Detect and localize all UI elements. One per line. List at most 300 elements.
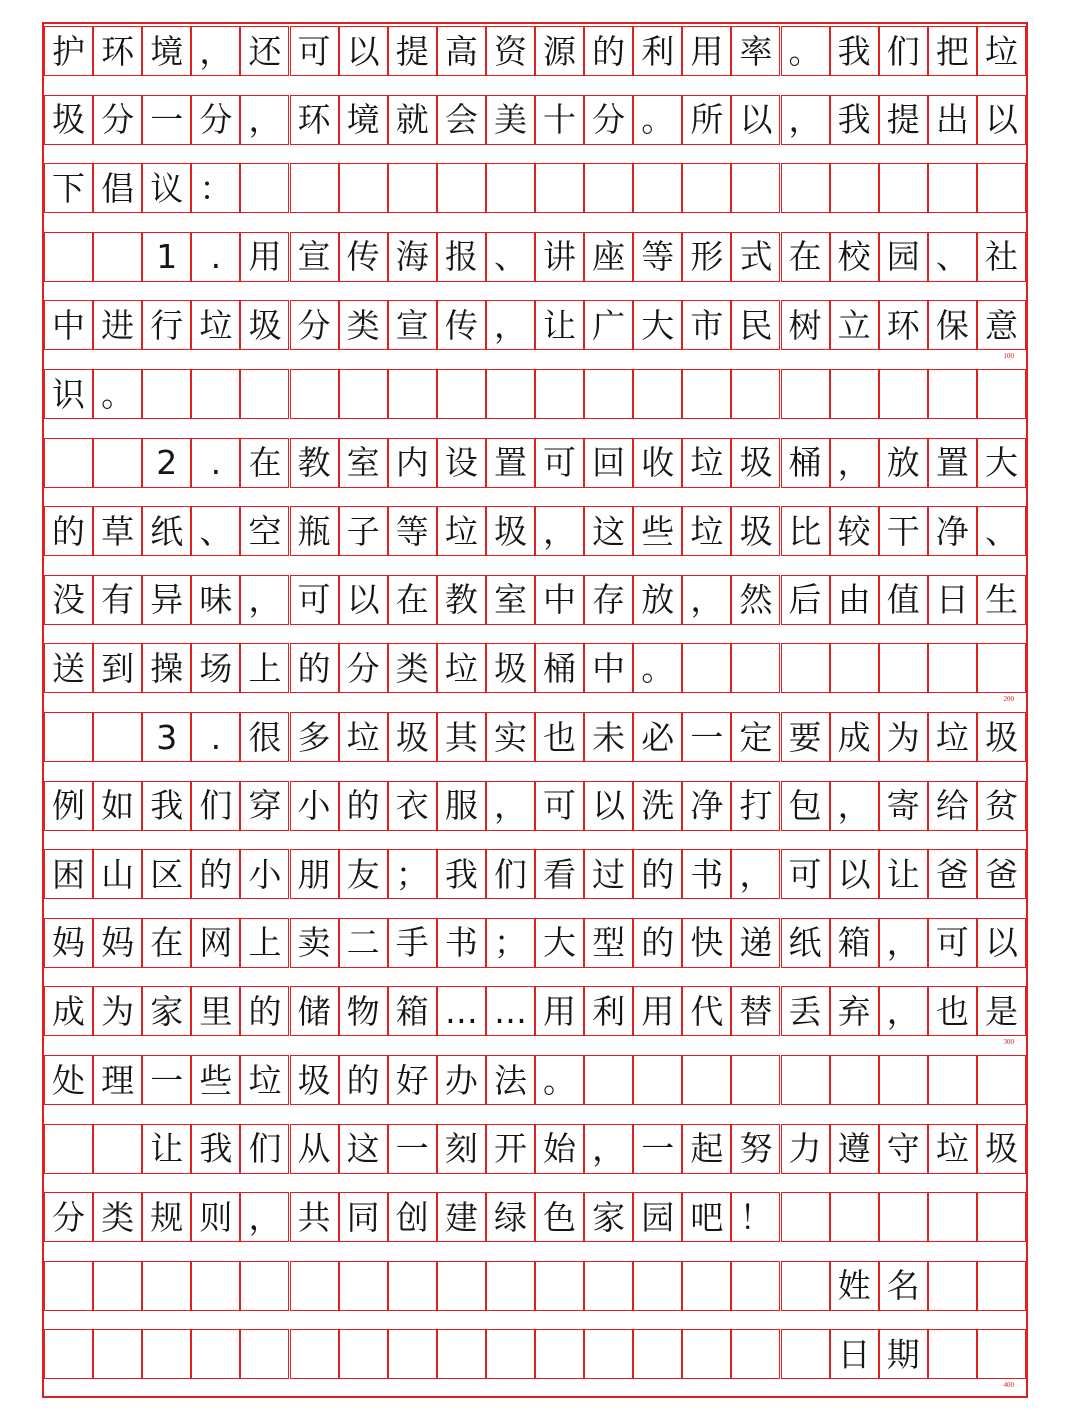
grid-cell: 以 <box>731 95 780 145</box>
grid-cell: 把 <box>928 26 977 76</box>
grid-cell <box>879 163 928 213</box>
grid-cell: 过 <box>584 849 633 899</box>
grid-cell: 山 <box>93 849 142 899</box>
grid-cell: 在 <box>388 575 437 625</box>
grid-cell: 一 <box>142 1055 191 1105</box>
grid-cell: 垃 <box>682 438 731 488</box>
grid-cell: 所 <box>682 95 731 145</box>
grid-cell: 可 <box>535 438 584 488</box>
grid-cell: 我 <box>191 1124 240 1174</box>
grid-cell <box>191 1261 240 1311</box>
grid-cell: 子 <box>339 506 388 556</box>
grid-cell <box>142 1261 191 1311</box>
grid-cell: 定 <box>731 712 780 762</box>
grid-cell <box>879 1192 928 1242</box>
grid-cell: 包 <box>781 781 830 831</box>
grid-cell: 吧 <box>682 1192 731 1242</box>
grid-cell <box>339 369 388 419</box>
grid-cell <box>682 369 731 419</box>
grid-cell: 们 <box>879 26 928 76</box>
grid-cell: 源 <box>535 26 584 76</box>
grid-cell <box>781 1055 830 1105</box>
grid-cell: 在 <box>781 232 830 282</box>
grid-cell: 草 <box>93 506 142 556</box>
grid-cell: 的 <box>240 986 289 1036</box>
grid-cell <box>584 369 633 419</box>
grid-cell: 姓 <box>830 1261 879 1311</box>
grid-cell <box>44 1329 93 1379</box>
grid-row <box>44 781 1026 831</box>
grid-cell: 的 <box>584 26 633 76</box>
grid-cell <box>339 1329 388 1379</box>
grid-cell: 上 <box>240 643 289 693</box>
grid-cell: 净 <box>928 506 977 556</box>
grid-cell: 。 <box>93 369 142 419</box>
grid-cell: 环 <box>879 300 928 350</box>
grid-cell: 洗 <box>633 781 682 831</box>
grid-cell: 书 <box>682 849 731 899</box>
grid-cell: 爸 <box>977 849 1026 899</box>
grid-cell: 必 <box>633 712 682 762</box>
grid-cell <box>830 163 879 213</box>
grid-cell: 服 <box>437 781 486 831</box>
grid-cell <box>879 369 928 419</box>
grid-cell: 提 <box>879 95 928 145</box>
grid-cell <box>830 369 879 419</box>
grid-cell: 分 <box>584 95 633 145</box>
word-count-mark: 200 <box>1003 695 1014 704</box>
grid-row <box>44 712 1026 762</box>
grid-cell <box>93 1124 142 1174</box>
grid-cell: 较 <box>830 506 879 556</box>
grid-cell: 则 <box>191 1192 240 1242</box>
grid-cell: 给 <box>928 781 977 831</box>
grid-cell: 手 <box>388 918 437 968</box>
grid-cell <box>781 369 830 419</box>
grid-cell: ， <box>486 300 535 350</box>
grid-cell <box>781 163 830 213</box>
grid-cell <box>486 163 535 213</box>
grid-cell: 中 <box>584 643 633 693</box>
grid-cell <box>781 1192 830 1242</box>
grid-cell: 成 <box>830 712 879 762</box>
grid-cell: 期 <box>879 1329 928 1379</box>
grid-cell: 替 <box>731 986 780 1036</box>
grid-cell: 市 <box>682 300 731 350</box>
grid-cell <box>781 1329 830 1379</box>
grid-cell: 办 <box>437 1055 486 1105</box>
grid-cell: 一 <box>633 1124 682 1174</box>
grid-cell: 等 <box>388 506 437 556</box>
grid-cell: 穿 <box>240 781 289 831</box>
grid-cell <box>977 369 1026 419</box>
grid-cell: 递 <box>731 918 780 968</box>
grid-cell: 传 <box>437 300 486 350</box>
grid-cell: 利 <box>633 26 682 76</box>
grid-cell: 圾 <box>731 506 780 556</box>
grid-cell: 代 <box>682 986 731 1036</box>
grid-cell <box>486 1329 535 1379</box>
grid-cell <box>44 1261 93 1311</box>
grid-cell: 用 <box>535 986 584 1036</box>
grid-cell: 朋 <box>290 849 339 899</box>
grid-cell: 例 <box>44 781 93 831</box>
grid-cell: 的 <box>633 849 682 899</box>
grid-cell <box>44 438 93 488</box>
grid-row <box>44 1055 1026 1105</box>
grid-cell: ， <box>879 918 928 968</box>
grid-cell: 友 <box>339 849 388 899</box>
grid-cell: 衣 <box>388 781 437 831</box>
grid-cell <box>830 1055 879 1105</box>
grid-cell: 生 <box>977 575 1026 625</box>
grid-cell: . <box>191 438 240 488</box>
grid-cell: 垃 <box>682 506 731 556</box>
grid-cell: 下 <box>44 163 93 213</box>
grid-cell: 绿 <box>486 1192 535 1242</box>
grid-cell <box>928 1055 977 1105</box>
grid-cell <box>977 1261 1026 1311</box>
grid-cell: ： <box>191 163 240 213</box>
grid-cell: 同 <box>339 1192 388 1242</box>
grid-cell: 式 <box>731 232 780 282</box>
grid-cell: 们 <box>240 1124 289 1174</box>
grid-cell: 垃 <box>339 712 388 762</box>
grid-cell: 一 <box>388 1124 437 1174</box>
grid-cell <box>535 1261 584 1311</box>
grid-cell: 还 <box>240 26 289 76</box>
grid-cell: 就 <box>388 95 437 145</box>
grid-cell: 书 <box>437 918 486 968</box>
grid-cell: 也 <box>928 986 977 1036</box>
grid-cell: ， <box>879 986 928 1036</box>
grid-cell <box>977 1329 1026 1379</box>
grid-cell: 。 <box>781 26 830 76</box>
grid-cell: 识 <box>44 369 93 419</box>
grid-row <box>44 918 1026 968</box>
grid-cell: 可 <box>928 918 977 968</box>
grid-cell: ， <box>240 1192 289 1242</box>
grid-cell: 的 <box>290 643 339 693</box>
grid-cell: 家 <box>142 986 191 1036</box>
grid-cell: 圾 <box>44 95 93 145</box>
grid-cell: 用 <box>240 232 289 282</box>
grid-cell: 室 <box>486 575 535 625</box>
grid-cell: 保 <box>928 300 977 350</box>
grid-cell <box>731 643 780 693</box>
grid-cell: 看 <box>535 849 584 899</box>
grid-cell <box>584 163 633 213</box>
grid-cell: 的 <box>339 1055 388 1105</box>
grid-cell: 以 <box>977 95 1026 145</box>
grid-cell: 物 <box>339 986 388 1036</box>
grid-cell <box>928 163 977 213</box>
grid-cell: 创 <box>388 1192 437 1242</box>
grid-cell <box>240 369 289 419</box>
grid-cell: 垃 <box>977 26 1026 76</box>
grid-cell: ， <box>830 781 879 831</box>
grid-cell: 让 <box>879 849 928 899</box>
grid-row <box>44 1329 1026 1379</box>
grid-cell: 等 <box>633 232 682 282</box>
grid-row <box>44 1261 1026 1311</box>
grid-cell: 内 <box>388 438 437 488</box>
grid-cell: 些 <box>633 506 682 556</box>
grid-cell: 。 <box>535 1055 584 1105</box>
grid-cell: 快 <box>682 918 731 968</box>
grid-cell: … <box>437 986 486 1036</box>
grid-cell: 共 <box>290 1192 339 1242</box>
grid-cell: 区 <box>142 849 191 899</box>
grid-cell: 我 <box>830 26 879 76</box>
grid-cell: 型 <box>584 918 633 968</box>
grid-cell <box>633 163 682 213</box>
grid-cell <box>584 1261 633 1311</box>
grid-cell: 用 <box>633 986 682 1036</box>
grid-cell <box>633 369 682 419</box>
grid-row <box>44 643 1026 693</box>
grid-cell <box>93 1261 142 1311</box>
grid-cell: 很 <box>240 712 289 762</box>
grid-cell: 要 <box>781 712 830 762</box>
grid-cell: 力 <box>781 1124 830 1174</box>
grid-cell <box>339 1261 388 1311</box>
grid-cell: 好 <box>388 1055 437 1105</box>
grid-cell: 可 <box>781 849 830 899</box>
grid-cell: 分 <box>339 643 388 693</box>
grid-cell: 这 <box>339 1124 388 1174</box>
grid-cell: 可 <box>290 575 339 625</box>
grid-cell <box>93 1329 142 1379</box>
grid-cell <box>44 232 93 282</box>
grid-cell: 教 <box>437 575 486 625</box>
grid-cell: 里 <box>191 986 240 1036</box>
grid-cell <box>339 163 388 213</box>
grid-cell <box>830 1192 879 1242</box>
grid-cell: 家 <box>584 1192 633 1242</box>
grid-cell: 瓶 <box>290 506 339 556</box>
grid-cell: 放 <box>633 575 682 625</box>
grid-cell: 大 <box>633 300 682 350</box>
grid-cell: 放 <box>879 438 928 488</box>
grid-cell: ， <box>240 575 289 625</box>
grid-cell: 日 <box>830 1329 879 1379</box>
grid-cell: 丢 <box>781 986 830 1036</box>
grid-cell: 行 <box>142 300 191 350</box>
grid-cell: 以 <box>977 918 1026 968</box>
grid-cell: 味 <box>191 575 240 625</box>
grid-cell: 大 <box>977 438 1026 488</box>
grid-cell: 进 <box>93 300 142 350</box>
grid-cell: 垃 <box>928 1124 977 1174</box>
grid-cell: 境 <box>142 26 191 76</box>
grid-cell: 存 <box>584 575 633 625</box>
grid-cell <box>928 1192 977 1242</box>
grid-cell: 大 <box>535 918 584 968</box>
grid-cell: 以 <box>339 26 388 76</box>
grid-cell: 分 <box>290 300 339 350</box>
grid-cell: ， <box>731 849 780 899</box>
grid-cell: 小 <box>290 781 339 831</box>
grid-cell: 一 <box>682 712 731 762</box>
grid-cell <box>879 1055 928 1105</box>
grid-cell: 圾 <box>290 1055 339 1105</box>
grid-cell: 环 <box>290 95 339 145</box>
grid-row <box>44 26 1026 76</box>
grid-cell <box>977 1055 1026 1105</box>
grid-cell <box>879 643 928 693</box>
grid-cell: 、 <box>486 232 535 282</box>
grid-cell <box>830 643 879 693</box>
grid-cell <box>142 1329 191 1379</box>
grid-cell: 二 <box>339 918 388 968</box>
grid-cell: 箱 <box>388 986 437 1036</box>
grid-cell: 建 <box>437 1192 486 1242</box>
grid-cell: 圾 <box>977 712 1026 762</box>
grid-cell: ； <box>486 918 535 968</box>
grid-cell: 桶 <box>535 643 584 693</box>
grid-cell <box>240 163 289 213</box>
grid-cell <box>977 163 1026 213</box>
grid-cell <box>682 1055 731 1105</box>
grid-cell <box>928 643 977 693</box>
grid-cell: 报 <box>437 232 486 282</box>
grid-cell: 以 <box>339 575 388 625</box>
grid-cell <box>928 1261 977 1311</box>
grid-cell: 桶 <box>781 438 830 488</box>
grid-row <box>44 506 1026 556</box>
grid-cell: 垃 <box>191 300 240 350</box>
grid-cell <box>584 1055 633 1105</box>
grid-cell: 社 <box>977 232 1026 282</box>
grid-cell <box>290 1261 339 1311</box>
grid-cell: 名 <box>879 1261 928 1311</box>
grid-cell: 是 <box>977 986 1026 1036</box>
grid-cell: 形 <box>682 232 731 282</box>
grid-cell: . <box>191 712 240 762</box>
grid-cell: 实 <box>486 712 535 762</box>
grid-cell: 出 <box>928 95 977 145</box>
grid-cell: 弃 <box>830 986 879 1036</box>
grid-cell: 类 <box>339 300 388 350</box>
grid-cell: 们 <box>486 849 535 899</box>
grid-cell: 未 <box>584 712 633 762</box>
grid-cell: ， <box>830 438 879 488</box>
grid-cell: 圾 <box>388 712 437 762</box>
grid-cell: 我 <box>142 781 191 831</box>
grid-row <box>44 575 1026 625</box>
grid-cell: 海 <box>388 232 437 282</box>
grid-cell: . <box>191 232 240 282</box>
grid-cell: 也 <box>535 712 584 762</box>
grid-row <box>44 300 1026 350</box>
grid-cell <box>731 163 780 213</box>
grid-cell: 储 <box>290 986 339 1036</box>
grid-cell: 空 <box>240 506 289 556</box>
grid-cell: 其 <box>437 712 486 762</box>
grid-cell: 上 <box>240 918 289 968</box>
grid-cell: 室 <box>339 438 388 488</box>
grid-cell: 2 <box>142 438 191 488</box>
grid-cell: ， <box>781 95 830 145</box>
grid-cell: 可 <box>535 781 584 831</box>
grid-cell <box>535 163 584 213</box>
grid-cell <box>928 369 977 419</box>
grid-cell: 让 <box>142 1124 191 1174</box>
grid-cell <box>388 1261 437 1311</box>
grid-cell <box>682 643 731 693</box>
grid-cell: 妈 <box>93 918 142 968</box>
grid-cell: 法 <box>486 1055 535 1105</box>
grid-cell <box>633 1329 682 1379</box>
grid-cell: 分 <box>44 1192 93 1242</box>
grid-row <box>44 1124 1026 1174</box>
grid-cell: 可 <box>290 26 339 76</box>
grid-cell: 提 <box>388 26 437 76</box>
grid-cell <box>142 369 191 419</box>
grid-cell <box>44 712 93 762</box>
grid-cell: 广 <box>584 300 633 350</box>
grid-cell <box>633 1261 682 1311</box>
grid-cell: 垃 <box>928 712 977 762</box>
grid-cell: 垃 <box>240 1055 289 1105</box>
grid-cell: 日 <box>928 575 977 625</box>
grid-row <box>44 232 1026 282</box>
grid-cell: 圾 <box>486 506 535 556</box>
grid-cell <box>928 1329 977 1379</box>
grid-cell <box>388 1329 437 1379</box>
grid-cell <box>191 1329 240 1379</box>
grid-cell: 困 <box>44 849 93 899</box>
grid-cell: 中 <box>44 300 93 350</box>
grid-row <box>44 95 1026 145</box>
grid-cell: 境 <box>339 95 388 145</box>
grid-cell: 圾 <box>486 643 535 693</box>
grid-cell: 为 <box>93 986 142 1036</box>
grid-cell: 高 <box>437 26 486 76</box>
word-count-mark: 400 <box>1003 1381 1014 1390</box>
grid-cell: 妈 <box>44 918 93 968</box>
grid-cell: ， <box>682 575 731 625</box>
grid-cell <box>93 712 142 762</box>
grid-cell <box>731 1329 780 1379</box>
grid-cell: 后 <box>781 575 830 625</box>
grid-cell: 垃 <box>437 506 486 556</box>
grid-cell: 倡 <box>93 163 142 213</box>
grid-cell <box>977 643 1026 693</box>
grid-row <box>44 1192 1026 1242</box>
grid-cell: 箱 <box>830 918 879 968</box>
grid-cell: 圾 <box>240 300 289 350</box>
grid-cell: 分 <box>93 95 142 145</box>
grid-cell: 纸 <box>781 918 830 968</box>
grid-cell: 守 <box>879 1124 928 1174</box>
grid-cell: 送 <box>44 643 93 693</box>
grid-cell <box>93 232 142 282</box>
grid-cell: 置 <box>928 438 977 488</box>
grid-cell: 我 <box>830 95 879 145</box>
grid-cell: 们 <box>191 781 240 831</box>
grid-cell: 成 <box>44 986 93 1036</box>
grid-cell: 利 <box>584 986 633 1036</box>
writing-grid-paper <box>42 22 1028 1398</box>
grid-cell <box>437 1261 486 1311</box>
grid-cell <box>682 1261 731 1311</box>
grid-cell: 纸 <box>142 506 191 556</box>
grid-cell: 以 <box>830 849 879 899</box>
grid-cell: 意 <box>977 300 1026 350</box>
grid-cell: 宣 <box>290 232 339 282</box>
